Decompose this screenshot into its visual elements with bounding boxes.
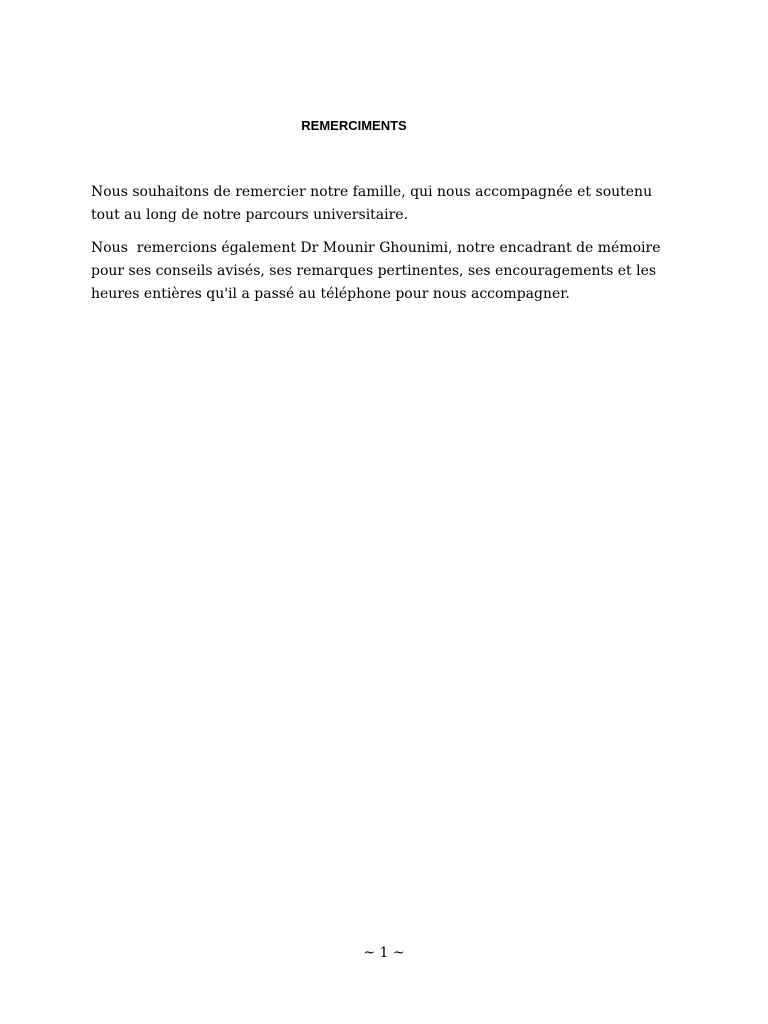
acknowledgements-body <box>91 181 671 316</box>
paragraph-family: Nous souhaitons de remercier notre famille, qui nous accompagnée et soutenu tout au long de notre parcours universitaire. <box>91 184 657 223</box>
page-title: REMERCIMENTS <box>301 118 407 133</box>
paragraph-supervisor: Nous remercions également Dr Mounir Ghounimi, notre encadrant de mémoire pour ses conseils avisés, ses remarques pertinentes, ses encouragements et les heures entières qu'il a passé au téléphone pour nous accompagner. <box>91 240 665 302</box>
page-number: ~ 1 ~ <box>363 945 405 961</box>
